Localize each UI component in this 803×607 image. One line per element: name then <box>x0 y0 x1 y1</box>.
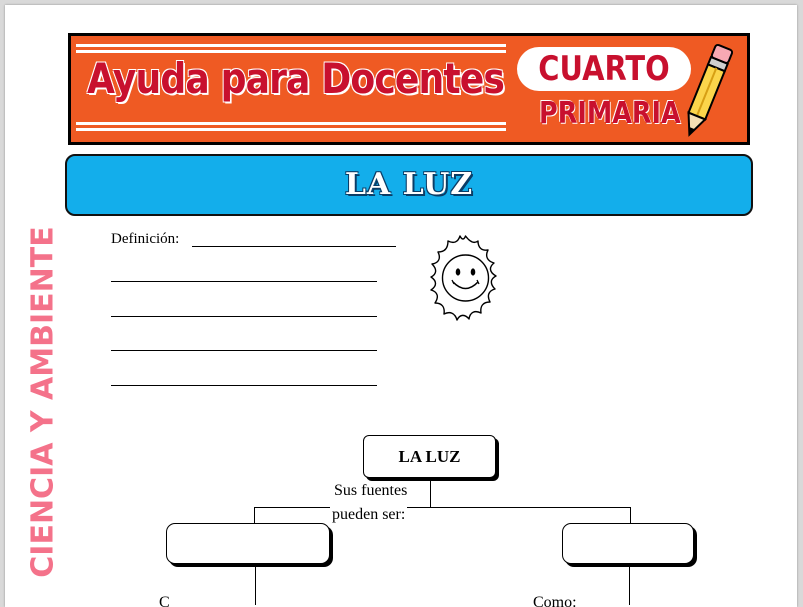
answer-line <box>111 385 377 386</box>
banner-background <box>71 36 747 142</box>
connector-text-line1: Sus fuentes <box>334 482 408 499</box>
header-banner <box>68 33 750 145</box>
connector-text-line2: pueden ser: <box>332 506 406 523</box>
connector-line <box>430 479 431 508</box>
connector-line <box>630 507 631 523</box>
subject-label: CIENCIA Y AMBIENTE <box>25 226 61 578</box>
answer-line <box>192 246 396 247</box>
diagram-root-label: LA LUZ <box>398 447 461 466</box>
grade-line1: CUARTO <box>538 49 670 89</box>
banner-stripe <box>76 44 506 47</box>
subject-side-label <box>20 226 66 578</box>
answer-line <box>111 281 377 282</box>
banner-stripe <box>76 128 506 131</box>
grade-line1-pill <box>517 47 691 91</box>
sun-icon <box>418 232 513 327</box>
connector-line <box>255 565 256 605</box>
grade-line2: PRIMARIA <box>539 96 681 131</box>
page-title: LA LUZ <box>344 167 474 202</box>
diagram-left-box <box>166 523 330 564</box>
definition-label: Definición: <box>111 231 180 247</box>
right-branch-text: Como: <box>533 594 577 607</box>
grade-line2-box <box>527 95 687 133</box>
grade-badge <box>515 45 705 133</box>
answer-line <box>111 316 377 317</box>
page-title-bar <box>65 154 753 216</box>
connector-line <box>254 507 630 508</box>
left-branch-text: C <box>159 594 170 607</box>
diagram-root-box <box>363 435 496 478</box>
banner-stripe <box>76 50 506 53</box>
banner-stripe <box>76 122 506 125</box>
banner-title: Ayuda para Docentes <box>87 54 505 103</box>
pencil-icon <box>681 42 733 140</box>
connector-line <box>629 565 630 605</box>
connector-line <box>254 507 255 523</box>
diagram-right-box <box>562 523 694 564</box>
worksheet-page <box>5 5 797 607</box>
answer-line <box>111 350 377 351</box>
